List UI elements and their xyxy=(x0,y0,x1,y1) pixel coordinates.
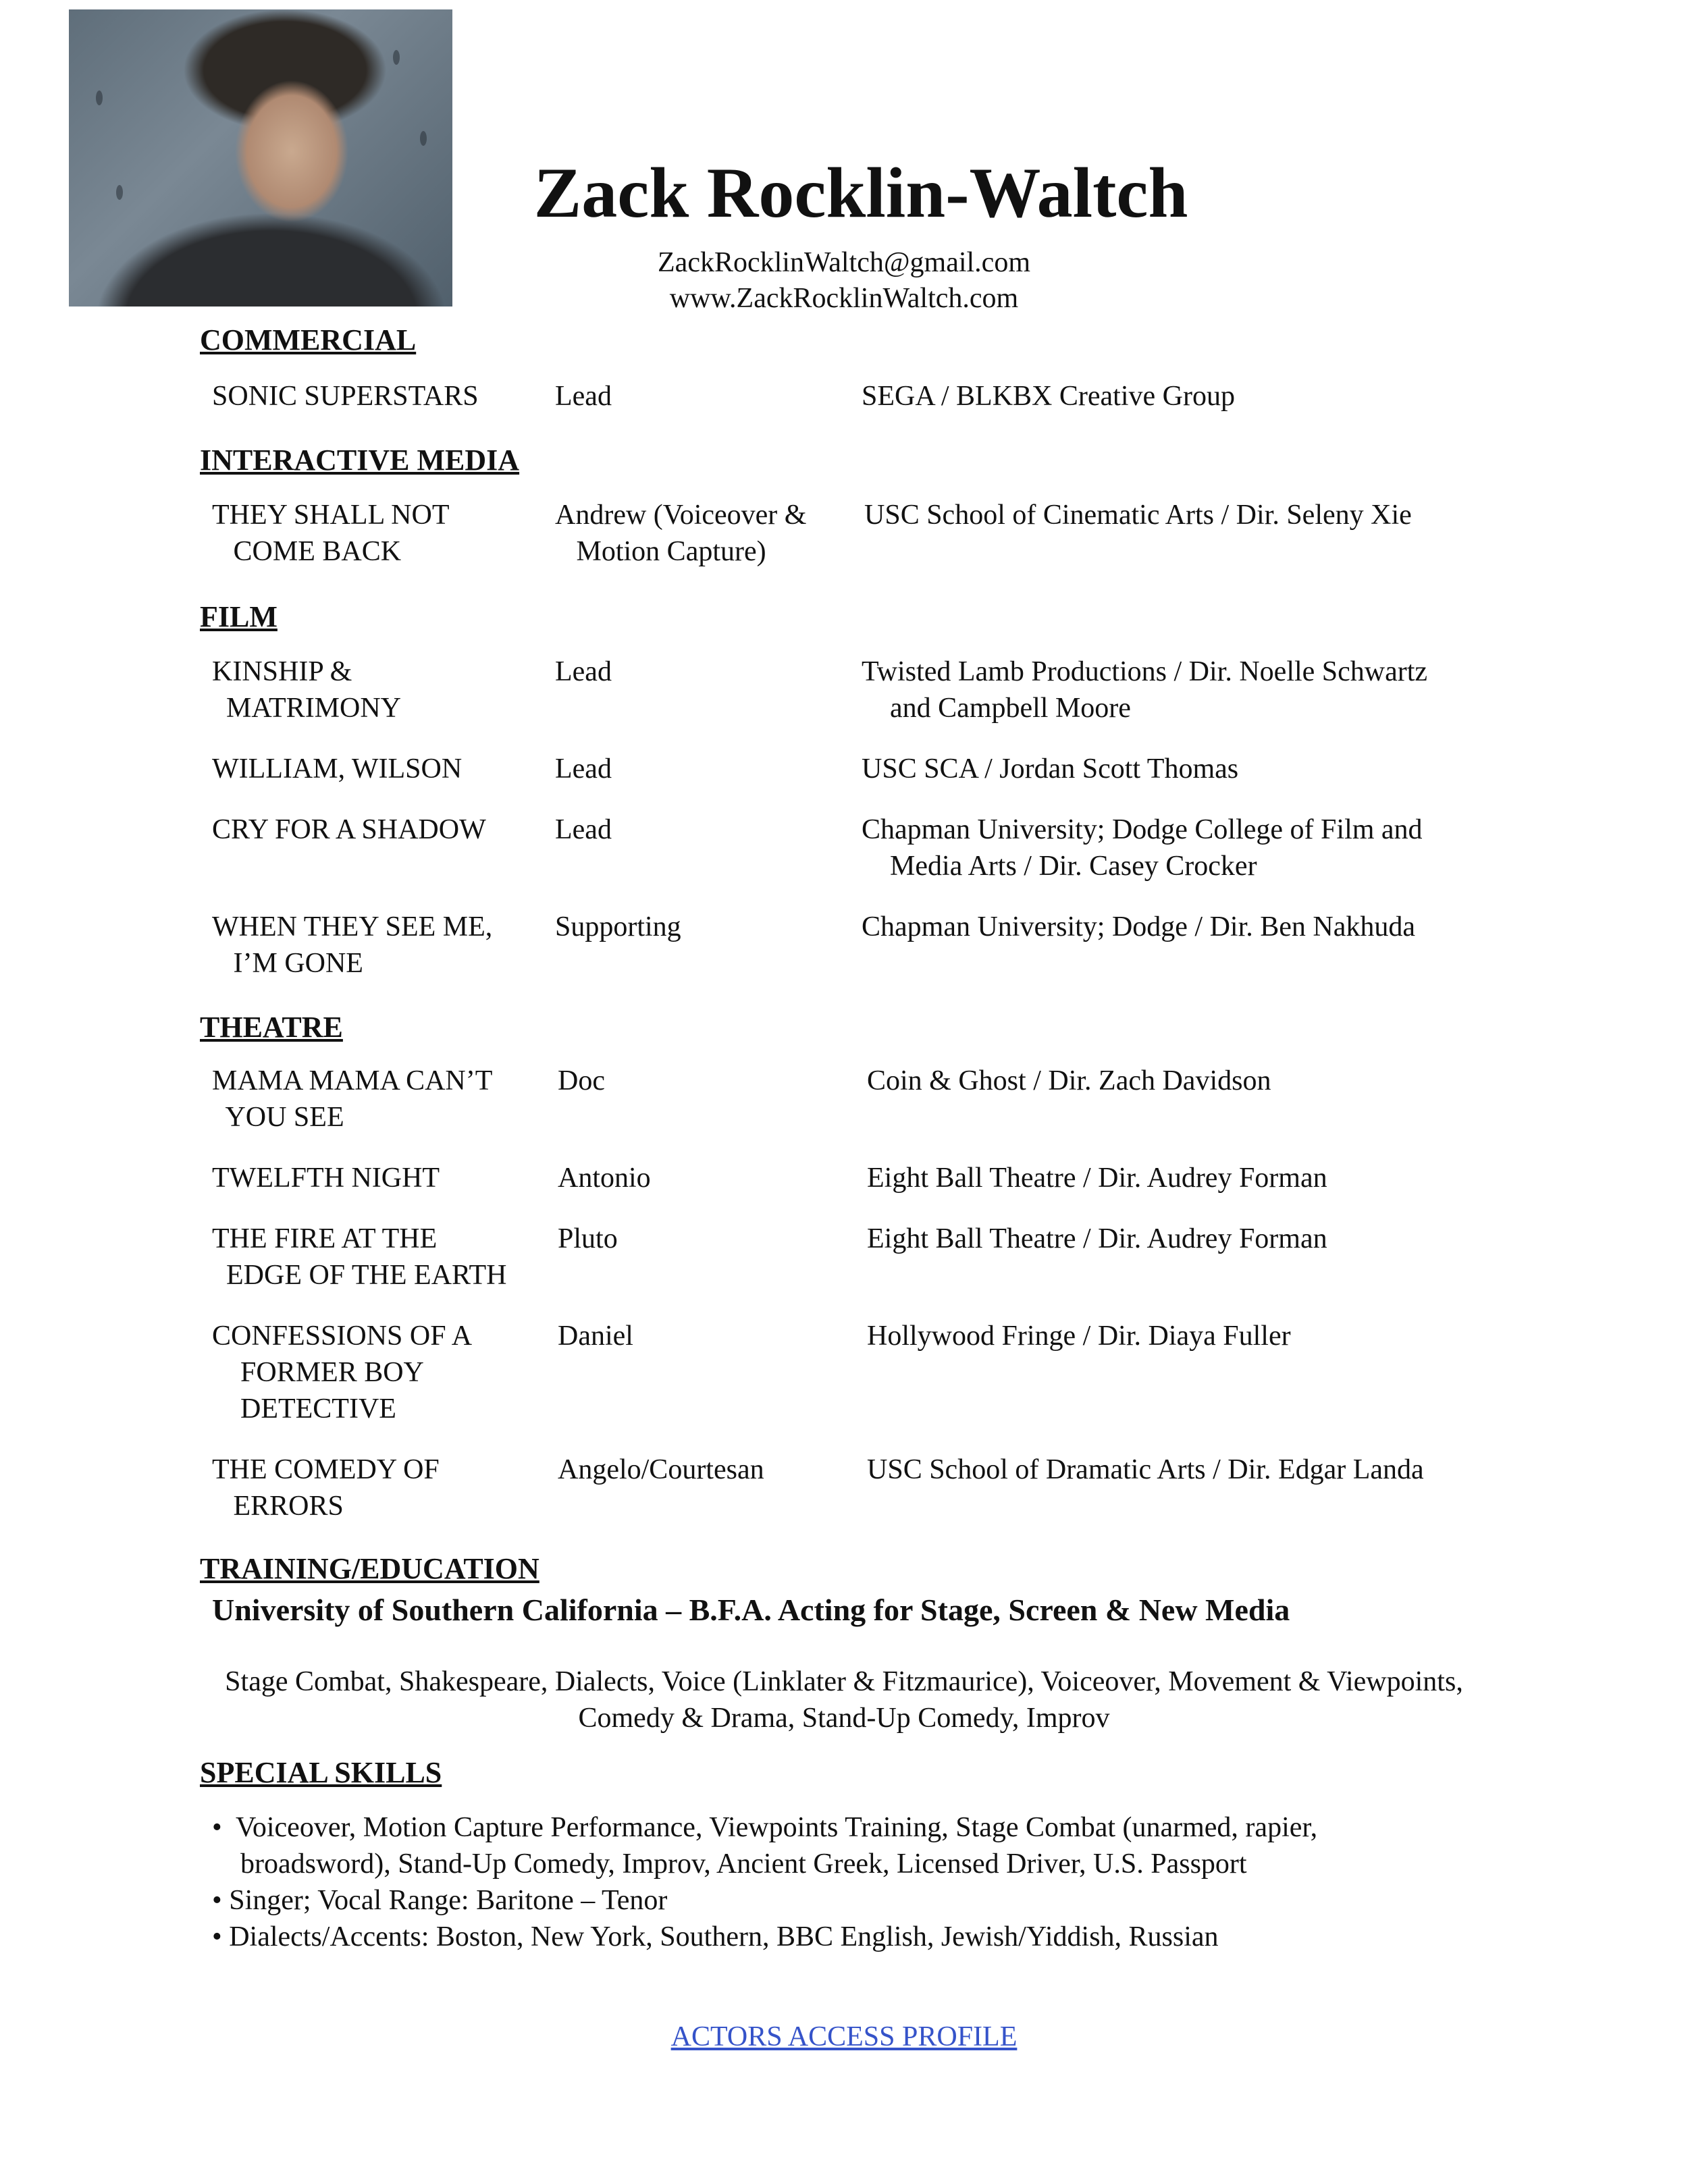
credit-role: Angelo/Courtesan xyxy=(558,1454,764,1485)
credit-title: WHEN THEY SEE ME, I’M GONE xyxy=(212,911,493,979)
credit-role: Doc xyxy=(558,1065,605,1096)
headshot-photo xyxy=(69,9,452,307)
credit-company: Eight Ball Theatre / Dir. Audrey Forman xyxy=(867,1223,1327,1254)
credit-company: Chapman University; Dodge College of Film and Media Arts / Dir. Casey Crocker xyxy=(862,814,1423,882)
credit-role: Andrew (Voiceover & Motion Capture) xyxy=(555,500,807,567)
credit-title: THE COMEDY OF ERRORS xyxy=(212,1454,440,1522)
credit-role: Pluto xyxy=(558,1223,618,1254)
skill-item: • Voiceover, Motion Capture Performance, Viewpoints Training, Stage Combat (unarmed, rapier, broadsword), Stand-Up Comedy, Improv, Ancient Greek, Licensed Driver, U.S. Passport xyxy=(212,1812,1318,1880)
credit-role: Lead xyxy=(555,656,612,687)
credit-company: Coin & Ghost / Dir. Zach Davidson xyxy=(867,1065,1271,1096)
credit-role: Lead xyxy=(555,381,612,412)
credit-title: MAMA MAMA CAN’T YOU SEE xyxy=(212,1065,493,1133)
credit-company: USC School of Dramatic Arts / Dir. Edgar Landa xyxy=(867,1454,1424,1485)
credit-role: Antonio xyxy=(558,1163,651,1194)
website-url[interactable]: www.ZackRocklinWaltch.com xyxy=(669,283,1019,314)
section-heading-interactive-media: INTERACTIVE MEDIA xyxy=(200,444,520,477)
actors-access-profile-link[interactable]: ACTORS ACCESS PROFILE xyxy=(670,2021,1018,2052)
credit-company: USC School of Cinematic Arts / Dir. Seleny Xie xyxy=(864,500,1412,531)
section-heading-commercial: COMMERCIAL xyxy=(200,323,417,356)
actor-name: Zack Rocklin-Waltch xyxy=(533,153,1188,232)
credit-title: TWELFTH NIGHT xyxy=(212,1163,440,1194)
credit-role: Lead xyxy=(555,814,612,845)
section-heading-theatre: THEATRE xyxy=(200,1011,343,1044)
credit-title: CRY FOR A SHADOW xyxy=(212,814,486,845)
credit-title: THE FIRE AT THE EDGE OF THE EARTH xyxy=(212,1223,507,1291)
credit-role: Supporting xyxy=(555,911,681,942)
skill-item: • Dialects/Accents: Boston, New York, Southern, BBC English, Jewish/Yiddish, Russian xyxy=(212,1921,1219,1952)
degree-line: University of Southern California – B.F.A. Acting for Stage, Screen & New Media xyxy=(212,1593,1290,1627)
training-classes: Stage Combat, Shakespeare, Dialects, Voice (Linklater & Fitzmaurice), Voiceover, Movement & Viewpoints, Comedy & Drama, Stand-Up Comedy, Improv xyxy=(225,1666,1463,1734)
credit-title: CONFESSIONS OF A FORMER BOY DETECTIVE xyxy=(212,1321,473,1424)
section-heading-training: TRAINING/EDUCATION xyxy=(200,1552,539,1585)
credit-role: Daniel xyxy=(558,1321,633,1352)
credit-title: SONIC SUPERSTARS xyxy=(212,381,479,412)
email-address[interactable]: ZackRocklinWaltch@gmail.com xyxy=(658,247,1030,278)
credit-title: WILLIAM, WILSON xyxy=(212,753,463,784)
credit-company: Twisted Lamb Productions / Dir. Noelle Schwartz and Campbell Moore xyxy=(862,656,1428,724)
credit-company: USC SCA / Jordan Scott Thomas xyxy=(862,753,1239,784)
section-heading-film: FILM xyxy=(200,600,278,633)
credit-title: KINSHIP & MATRIMONY xyxy=(212,656,402,724)
credit-role: Lead xyxy=(555,753,612,784)
credit-company: Hollywood Fringe / Dir. Diaya Fuller xyxy=(867,1321,1291,1352)
section-heading-special-skills: SPECIAL SKILLS xyxy=(200,1756,442,1789)
credit-title: THEY SHALL NOT COME BACK xyxy=(212,500,450,567)
skill-item: • Singer; Vocal Range: Baritone – Tenor xyxy=(212,1885,668,1916)
credit-company: Eight Ball Theatre / Dir. Audrey Forman xyxy=(867,1163,1327,1194)
credit-company: Chapman University; Dodge / Dir. Ben Nakhuda xyxy=(862,911,1416,942)
credit-company: SEGA / BLKBX Creative Group xyxy=(862,381,1235,412)
